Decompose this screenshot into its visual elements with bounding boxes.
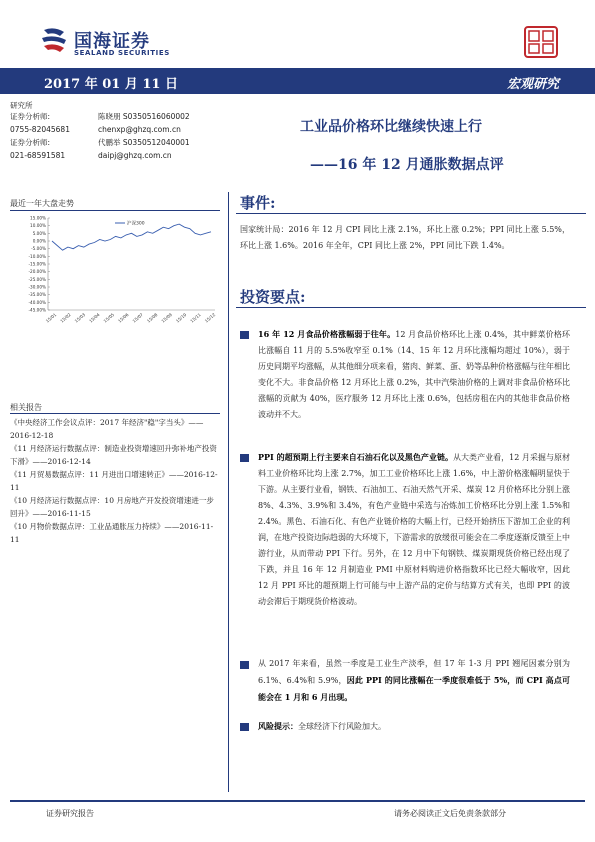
footer-divider — [10, 800, 585, 802]
brand-name-cn: 国海证券 — [74, 31, 150, 52]
y-tick-label: -45.00% — [28, 307, 46, 313]
sidebar-divider — [10, 210, 220, 211]
report-date: 2017 年 01 月 11 日 — [44, 77, 178, 92]
analyst-1-email[interactable]: chenxp@ghzq.com.cn — [98, 125, 181, 134]
y-tick-label: -25.00% — [28, 276, 46, 282]
report-link[interactable]: 《10 月物价数据点评：工业品通胀压力持续》——2016-11-11 — [10, 522, 214, 544]
point-food-prices — [258, 326, 570, 423]
analyst-2-value: 代鹏举 S0350512040001 — [98, 138, 190, 147]
analyst-dept: 研究所 — [10, 101, 33, 110]
x-tick-label: 15/10 — [174, 312, 188, 324]
point-lead: PPI 的超预期上行主要来自石油石化以及黑色产业链。 — [258, 452, 454, 462]
x-tick-label: 15/08 — [145, 312, 159, 324]
point-body: 全球经济下行风险加大。 — [298, 722, 386, 731]
point-outlook — [258, 656, 570, 706]
sealand-logo-icon — [40, 28, 68, 54]
chart-heading: 最近一年大盘走势 — [10, 199, 74, 208]
y-tick-label: 5.00% — [32, 230, 46, 236]
y-tick-label: 10.00% — [30, 223, 46, 229]
report-link[interactable]: 《11 月经济运行数据点评：制造业投资增速回升弥补地产投资下滑》——2016-12-14 — [10, 444, 217, 466]
x-tick-label: 15/06 — [117, 312, 130, 324]
bullet-square-icon — [240, 661, 249, 669]
bullet-square-icon — [240, 454, 249, 462]
y-tick-label: 15.00% — [30, 215, 46, 221]
bullet-square-icon — [240, 723, 249, 731]
market-chart — [10, 212, 220, 330]
y-tick-label: -20.00% — [28, 269, 46, 275]
series-line — [52, 224, 211, 250]
y-tick-label: -40.00% — [28, 299, 46, 305]
bullet-square-icon — [240, 331, 249, 339]
x-tick-label: 15/07 — [131, 312, 144, 324]
points-heading: 投资要点: — [240, 288, 306, 306]
legend-label: 沪深300 — [127, 221, 145, 227]
x-tick-label: 15/05 — [102, 312, 116, 324]
event-text: 国家统计局：2016 年 12 月 CPI 同比上涨 2.1%，环比上涨 0.2%；PPI 同比上涨 5.5%，环比上涨 1.6%。2016 年全年，CPI 同比上涨 2%，PPI 同比下跌 1.4%。 — [240, 225, 570, 250]
footer-left: 证券研究报告 — [46, 809, 94, 818]
x-tick-label: 15/03 — [73, 312, 87, 324]
related-reports — [10, 416, 220, 546]
x-tick-label: 15/09 — [160, 312, 173, 324]
footer-disclaimer[interactable]: 请务必阅读正文后免责条款部分 — [394, 809, 506, 818]
points-divider — [236, 307, 586, 308]
point-ppi — [258, 449, 570, 610]
report-link[interactable]: 《11 月贸易数据点评：11 月进出口增速转正》——2016-12-11 — [10, 470, 218, 492]
y-tick-label: -5.00% — [31, 246, 46, 252]
point-body: 12 月食品价格环比上涨 0.4%，其中鲜菜价格环比涨幅自 11 月的 5.5%收窄至 0.1%（14、15 年 12 月环比涨幅均超过 10%），弱于历史同期平均涨幅，从其他细分项来看，猪肉、鲜菜、蛋、奶等品种价格涨幅与往年相比变化不大。非食品价格 12 月环比上涨 0.2%，其中汽柴油价格的上调对非食品价格环比涨幅的贡献为 40%，医疗服务 12 月环比上涨 0.6%，包括房租在内的其他非食品价格波动并不大。 — [258, 330, 570, 419]
event-divider — [236, 213, 586, 214]
x-tick-label: 15/04 — [88, 312, 101, 324]
y-tick-label: 0.00% — [32, 238, 46, 244]
x-tick-label: 15/11 — [189, 312, 202, 324]
analyst-1-label: 证券分析师: — [10, 112, 51, 121]
seal-stamp-icon — [523, 25, 559, 59]
point-tail: 因此 PPI 的同比涨幅在一季度很难低于 5%，而 CPI 高点可能会在 1 月和 6 月出现。 — [258, 675, 570, 702]
y-tick-label: -35.00% — [28, 292, 46, 298]
report-subtitle: ——16 年 12 月通胀数据点评 — [310, 157, 504, 173]
date-bar — [0, 68, 595, 94]
analyst-2-email[interactable]: daipj@ghzq.com.cn — [98, 151, 172, 160]
point-lead: 风险提示： — [258, 721, 298, 731]
reports-divider — [10, 413, 220, 414]
point-lead: 16 年 12 月食品价格涨幅弱于往年。 — [258, 329, 396, 339]
analyst-2-phone: 021-68591581 — [10, 151, 66, 160]
x-tick-label: 15/01 — [44, 312, 58, 324]
x-tick-label: 15/02 — [59, 312, 72, 324]
report-link[interactable]: 《10 月经济运行数据点评：10 月房地产开发投资增速进一步回升》——2016-11-15 — [10, 496, 214, 518]
event-heading: 事件: — [240, 194, 276, 212]
report-title: 工业品价格环比继续快速上行 — [300, 119, 482, 135]
point-body: 从 2017 年来看，虽然一季度是工业生产淡季，但 17 年 1-3 月 PPI 翘尾因素分别为 6.1%、6.4%和 5.9%， — [258, 659, 570, 685]
y-tick-label: -10.00% — [28, 253, 46, 259]
report-category: 宏观研究 — [506, 77, 559, 92]
point-risk — [258, 718, 570, 735]
y-tick-label: -15.00% — [28, 261, 46, 267]
y-tick-label: -30.00% — [28, 284, 46, 290]
analyst-1-phone: 0755-82045681 — [10, 125, 70, 134]
brand-name-en: SEALAND SECURITIES — [74, 49, 170, 57]
point-body: 从大类产业看，12 月采掘与原材料工业价格环比均上涨 2.7%，加工工业价格环比上涨 1.6%，中上游价格涨幅明显快于下游。从主要行业看，钢铁、石油加工、石油天然气开采、煤炭 12 月价格环比分别上涨 8%、4.3%、3.9%和 3.4%，有色产业链中采选与冶炼加工价格环比分别上涨 1.5%和 2.4%。黑色、石油石化、有色产业链价格的大幅上行，已经开始挤压下游加工企业的利润，在地产投资边际趋弱的大环境下，下游需求的放缓很可能会在二季度逐渐反馈至上中游行业，从而带动 PPI 下行。另外，在 12 月中下旬钢铁、煤炭期现货价格已经出现了下跌，并且 16 年 12 月制造业 PMI 中原材料购进价格指数环比已经大幅收窄，因此 12 月 PPI 环比的超预期上行可能与中上游产品的定价与结算方式有关，也即 PPI 的波动会滞后于期现货价格波动。 — [258, 453, 570, 606]
report-link[interactable]: 《中央经济工作会议点评：2017 年经济"稳"字当头》——2016-12-18 — [10, 418, 204, 440]
analyst-1-value: 陈晓朋 S0350516060002 — [98, 112, 190, 121]
analyst-2-label: 证券分析师: — [10, 138, 51, 147]
reports-heading: 相关报告 — [10, 403, 42, 412]
column-divider — [228, 192, 229, 792]
x-tick-label: 15/12 — [203, 312, 217, 324]
